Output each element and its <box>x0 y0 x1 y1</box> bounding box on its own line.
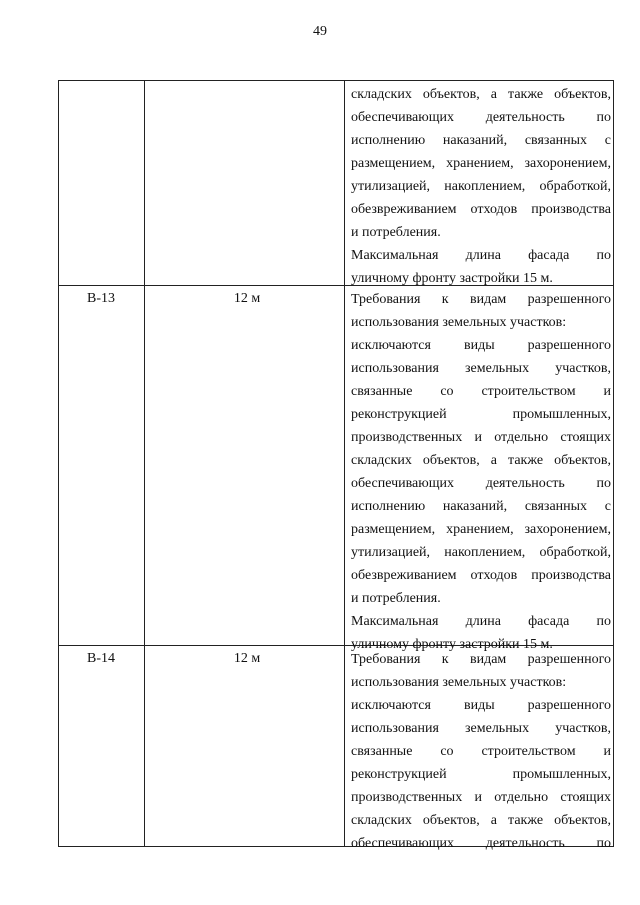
text-line: и потребления. <box>351 591 441 606</box>
requirements-text <box>351 288 611 656</box>
text-line: производственных и отдельно стоящих <box>351 790 611 805</box>
text-line: производственных и отдельно стоящих <box>351 430 611 445</box>
max-height: 12 м <box>233 651 261 666</box>
text-line: связанные со строительством и <box>351 384 611 399</box>
text-line: использования земельных участков, <box>351 721 611 736</box>
page-number: 49 <box>313 24 327 39</box>
text-line: обеспечивающих деятельность по <box>351 836 611 851</box>
text-line: складских объектов, а также объектов, <box>351 87 611 102</box>
text-line: исключаются виды разрешенного <box>351 698 611 713</box>
column-divider <box>144 81 145 846</box>
requirements-text <box>351 83 611 290</box>
text-line: Максимальная длина фасада по <box>351 248 611 263</box>
text-line: размещением, хранением, захоронением, <box>351 156 611 171</box>
text-line: складских объектов, а также объектов, <box>351 453 611 468</box>
requirements-text <box>351 648 611 855</box>
text-line: обезвреживанием отходов производства <box>351 568 611 583</box>
text-line: уличному фронту застройки 15 м. <box>351 637 553 652</box>
zone-code: В-14 <box>87 651 115 666</box>
text-line: обеспечивающих деятельность по <box>351 110 611 125</box>
text-line: реконструкцией промышленных, <box>351 407 611 422</box>
text-line: исполнению наказаний, связанных с <box>351 499 611 514</box>
text-line: уличному фронту застройки 15 м. <box>351 271 553 286</box>
regulations-table <box>58 80 614 851</box>
text-line: реконструкцией промышленных, <box>351 767 611 782</box>
zone-code: В-13 <box>87 291 115 306</box>
text-line: обезвреживанием отходов производства <box>351 202 611 217</box>
text-line: использования земельных участков: <box>351 315 567 330</box>
text-line: размещением, хранением, захоронением, <box>351 522 611 537</box>
text-line: исполнению наказаний, связанных с <box>351 133 611 148</box>
text-line: связанные со строительством и <box>351 744 611 759</box>
text-line: складских объектов, а также объектов, <box>351 813 611 828</box>
text-line: утилизацией, накоплением, обработкой, <box>351 179 611 194</box>
text-line: и потребления. <box>351 225 441 240</box>
text-line: Максимальная длина фасада по <box>351 614 611 629</box>
text-line: утилизацией, накоплением, обработкой, <box>351 545 611 560</box>
text-line: обеспечивающих деятельность по <box>351 476 611 491</box>
text-line: Требования к видам разрешенного <box>351 652 611 667</box>
column-divider <box>344 81 345 846</box>
text-line: исключаются виды разрешенного <box>351 338 611 353</box>
max-height: 12 м <box>233 291 261 306</box>
text-line: Требования к видам разрешенного <box>351 292 611 307</box>
text-line: использования земельных участков: <box>351 675 567 690</box>
text-line: использования земельных участков, <box>351 361 611 376</box>
